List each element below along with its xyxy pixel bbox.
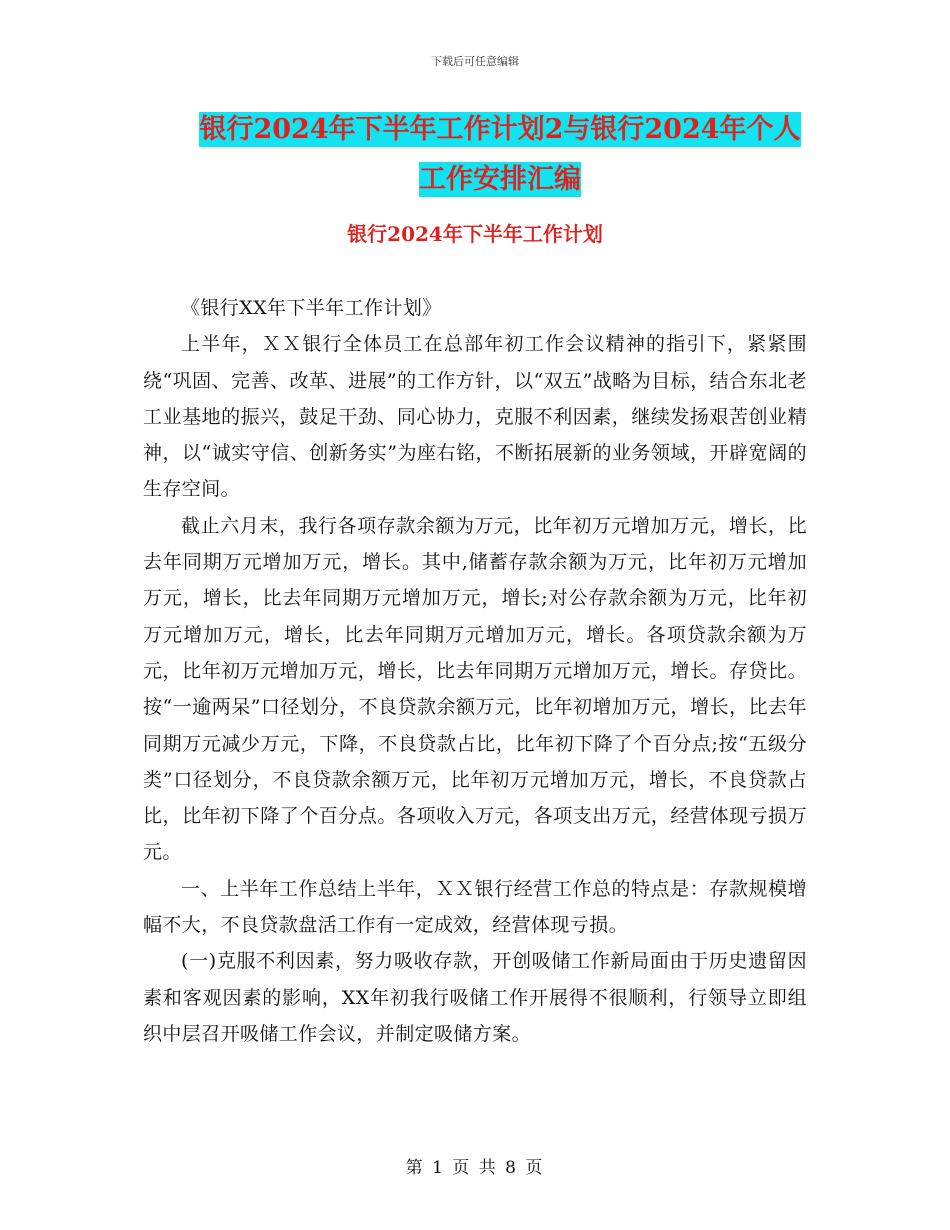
page-number-footer: 第 1 页 共 8 页: [405, 1158, 545, 1178]
document-title-text: 银行2024年下半年工作计划2与银行2024年个人工作安排汇编: [199, 114, 801, 195]
paragraph: (一)克服不利因素，努力吸收存款，开创吸储工作新局面由于历史遗留因素和客观因素的影响，XX年初我行吸储工作开展得不很顺利，行领导立即组织中层召开吸储工作会议，并制定吸储方案。: [143, 950, 807, 1045]
paragraph: 一、上半年工作总结上半年，ＸＸ银行经营工作总的特点是：存款规模增幅不大，不良贷款盘活工作有一定成效，经营体现亏损。: [143, 877, 807, 937]
section-title: 银行2024年下半年工作计划: [347, 222, 603, 246]
paragraph: 截止六月末，我行各项存款余额为万元，比年初万元增加万元，增长，比去年同期万元增加万元，增长。其中,储蓄存款余额为万元，比年初万元增加万元，增长，比去年同期万元增加万元，增长;对公存款余额为万元，比年初万元增加万元，增长，比去年同期万元增加万元，增长。各项贷款余额为万元，比年初万元增加万元，增长，比去年同期万元增加万元，增长。存贷比。按“一逾两呆”口径划分，不良贷款余额万元，比年初增加万元，增长，比去年同期万元减少万元，下降，不良贷款占比，比年初下降了个百分点;按“五级分类”口径划分，不良贷款余额万元，比年初万元增加万元，增长，不良贷款占比，比年初下降了个百分点。各项收入万元，各项支出万元，经营体现亏损万元。: [143, 514, 807, 864]
header-note: 下载后可任意编辑: [431, 55, 519, 68]
body-text: [143, 290, 807, 1052]
paragraph: 上半年，ＸＸ银行全体员工在总部年初工作会议精神的指引下，紧紧围绕“巩固、完善、改革、进展”的工作方针，以“双五”战略为目标，结合东北老工业基地的振兴，鼓足干劲、同心协力，克服不利因素，继续发扬艰苦创业精神，以“诚实守信、创新务实”为座右铭，不断拓展新的业务领域，开辟宽阔的生存空间。: [143, 333, 807, 501]
paragraph-subtitle: 《银行XX年下半年工作计划》: [181, 297, 442, 319]
document-title: [190, 105, 810, 205]
